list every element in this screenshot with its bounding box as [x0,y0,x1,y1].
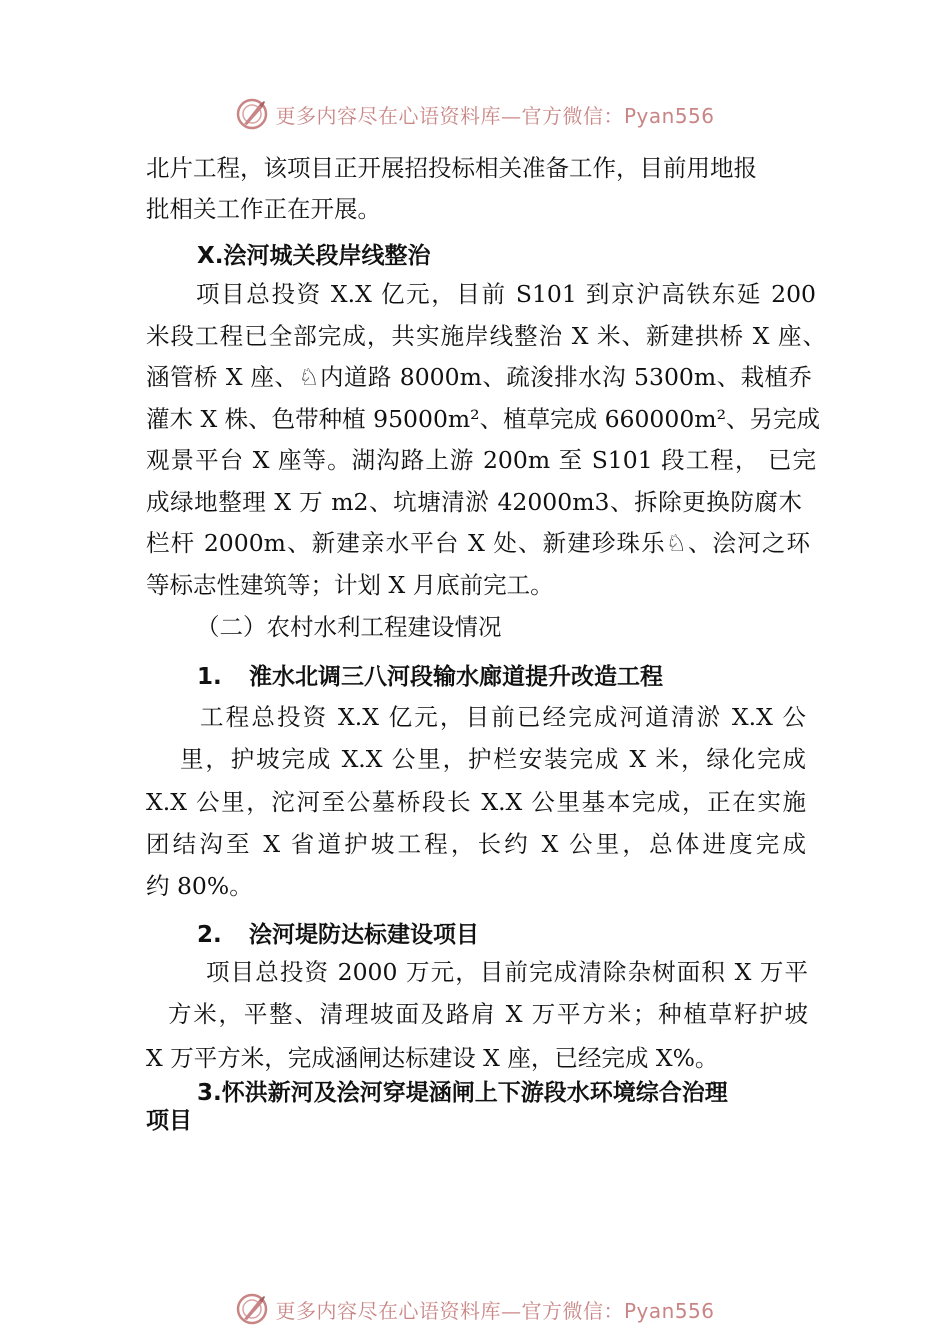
item-2-line: 项目总投资 2000 万元，目前完成清除杂树面积 X 万平 [206,958,808,986]
item-2-heading-text: 浍河堤防达标建设项目 [249,922,479,948]
item-1-line: 里，护坡完成 X.X 公里，护栏安装完成 X 米，绿化完成 [180,745,806,773]
intro-line-2: 批相关工作正在开展。 [146,195,381,223]
section-x-line: 灌木 X 株、色带种植 95000m²、植草完成 660000m²、另完成 [146,405,820,433]
intro-line-1: 北片工程，该项目正开展招投标相关准备工作，目前用地报 [146,154,757,182]
header-banner [0,94,950,134]
footer-banner-text: 更多内容尽在心语资料库—官方微信：Pyan556 [275,1298,715,1323]
item-2-line: 方米，平整、清理坡面及路肩 X 万平方米；种植草籽护坡 [168,1000,808,1028]
item-1-line: 约 80%。 [146,872,253,900]
item-2-heading [197,920,479,950]
section-x-heading: X.浍河城关段岸线整治 [197,243,431,269]
item-1-heading [197,662,663,692]
wechat-id: Pyan556 [623,103,715,128]
item-1-line: X.X 公里，沱河至公墓桥段长 X.X 公里基本完成，正在实施 [146,788,806,816]
section-x-line: 涵管桥 X 座、♘内道路 8000m、疏浚排水沟 5300m、栽植乔 [146,363,812,391]
quill-pen-logo-icon [235,97,269,131]
item-2-number: 2. [197,922,222,948]
section-x-line: 项目总投资 X.X 亿元，目前 S101 到京沪高铁东延 200 [196,280,816,308]
item-3-heading-line-1: 3.怀洪新河及浍河穿堤涵闸上下游段水环境综合治理 [197,1080,728,1106]
item-2-line: X 万平方米，完成涵闸达标建设 X 座，已经完成 X%。 [146,1044,719,1072]
item-1-line: 工程总投资 X.X 亿元，目前已经完成河道清淤 X.X 公 [200,703,806,731]
item-1-number: 1. [197,664,222,690]
footer-banner [0,1289,950,1329]
item-1-heading-text: 淮水北调三八河段输水廊道提升改造工程 [249,664,663,690]
section-x-line: 成绿地整理 X 万 m2、坑塘清淤 42000m3、拆除更换防腐木 [146,488,802,516]
section-x-line: 观景平台 X 座等。湖沟路上游 200m 至 S101 段工程， 已完 [146,446,816,474]
item-3-heading-line-2: 项目 [146,1108,192,1134]
section-x-line: 栏杆 2000m、新建亲水平台 X 处、新建珍珠乐♘、浍河之环 [146,529,810,557]
section-x-line: 等标志性建筑等；计划 X 月底前完工。 [146,571,554,599]
section-x-line: 米段工程已全部完成，共实施岸线整治 X 米、新建拱桥 X 座、 [146,322,826,350]
subsection-title: （二）农村水利工程建设情况 [196,613,502,641]
wechat-id: Pyan556 [623,1298,715,1323]
quill-pen-logo-icon [235,1292,269,1326]
header-banner-text: 更多内容尽在心语资料库—官方微信：Pyan556 [275,103,715,128]
item-1-line: 团结沟至 X 省道护坡工程，长约 X 公里，总体进度完成 [146,830,806,858]
